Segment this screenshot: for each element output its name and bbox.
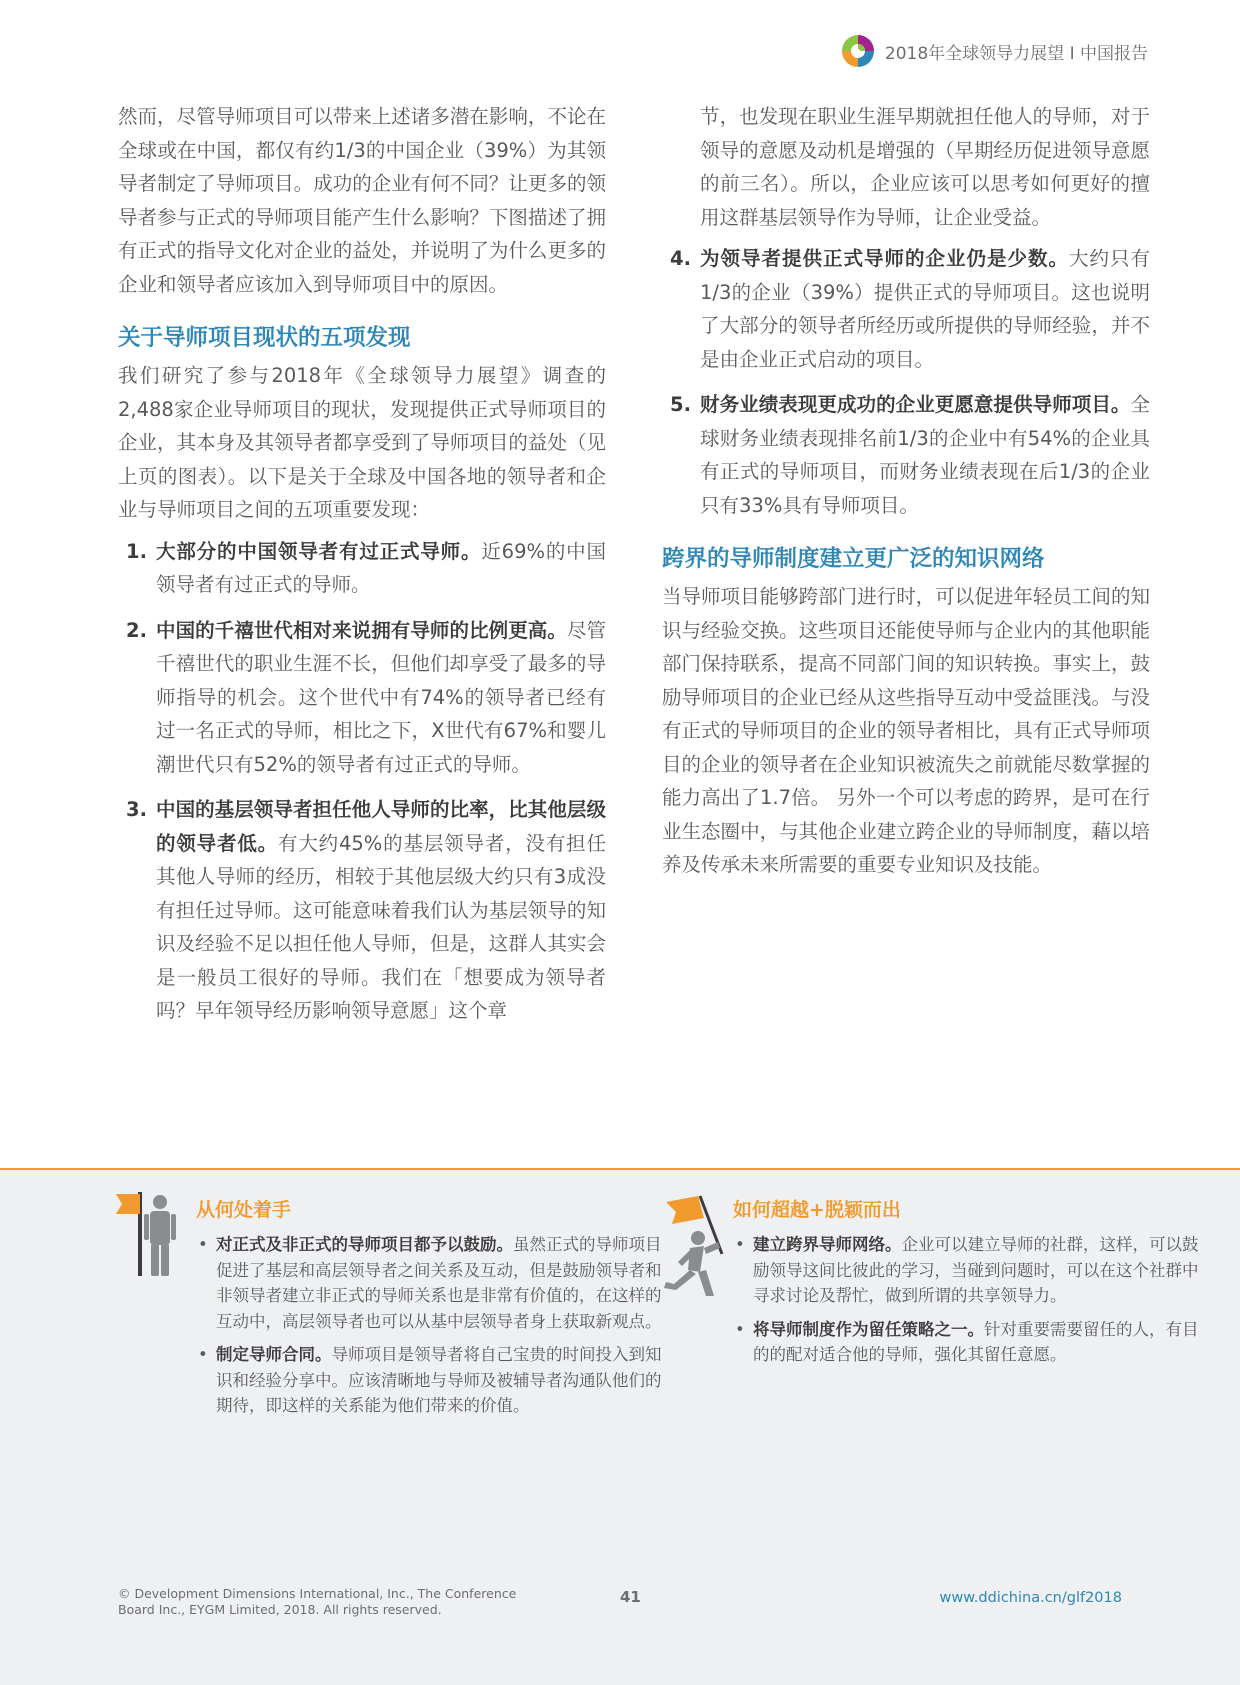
finding-text: 有大约45%的基层领导者，没有担任其他人导师的经历，相较于其他层级大约只有3成没有担任过导师。这可能意味着我们认为基层领导的知识及经验不足以担任他人导师，但是，这群人其实会是一般员工很好的导师。我们在「想要成为领导者吗？早年领导经历影响领导意愿」这个章: [156, 831, 606, 1022]
box-title: 从何处着手: [196, 1199, 292, 1221]
report-title: 2018年全球领导力展望 I 中国报告: [884, 43, 1148, 64]
findings-list-left: [118, 535, 606, 1028]
tip-item: [196, 1342, 666, 1419]
finding-lead: 中国的千禧世代相对来说拥有导师的比例更高。: [156, 618, 567, 642]
finding-item: [118, 793, 606, 1028]
glf-logo-icon: [841, 34, 875, 68]
finding-lead: 为领导者提供正式导师的企业仍是少数。: [700, 247, 1069, 270]
tip-item: [196, 1232, 666, 1334]
finding-text: 大约只有1/3的企业（39%）提供正式的导师项目。这也说明了大部分的领导者所经历或所提供的导师经验，并不是由企业正式启动的项目。: [700, 247, 1150, 371]
tip-text: 导师项目是领导者将自己宝贵的时间投入到知识和经验分享中。应该清晰地与导师及被辅导者沟通队他们的期待，即这样的关系能为他们带来的价值。: [216, 1345, 662, 1415]
tip-lead: 建立跨界导师网络。: [753, 1235, 902, 1254]
section-intro-paragraph: 我们研究了参与2018年《全球领导力展望》调查的2,488家企业导师项目的现状，发现提供正式导师项目的企业，其本身及其领导者都享受到了导师项目的益处（见上页的图表）。以下是关于全球及中国各地的领导者和企业与导师项目之间的五项重要发现：: [118, 364, 606, 521]
finding-number: 2.: [126, 618, 147, 642]
website-link[interactable]: www.ddichina.cn/glf2018: [939, 1590, 1122, 1606]
tip-text: 针对重要需要留任的人，有目的的配对适合他的导师，强化其留任意愿。: [753, 1319, 1199, 1364]
tip-lead: 制定导师合同。: [216, 1345, 332, 1364]
finding-item: [662, 242, 1150, 376]
finding-text: 近69%的中国领导者有过正式的导师。: [156, 539, 606, 596]
finding-number: 1.: [126, 539, 147, 563]
intro-paragraph: 然而，尽管导师项目可以带来上述诸多潜在影响，不论在全球或在中国，都仅有约1/3的中国企业（39%）为其领导者制定了导师项目。成功的企业有何不同？让更多的领导者参与正式的导师项目能产生什么影响？下图描述了拥有正式的指导文化对企业的益处，并说明了为什么更多的企业和领导者应该加入到导师项目中的原因。: [118, 105, 606, 296]
tips-list: [196, 1232, 666, 1419]
copyright-notice: © Development Dimensions International, Inc., The Conference Board Inc., EYGM Limited, 2018. All rights reserved.: [118, 1586, 517, 1617]
standing-person-flag-icon: [112, 1192, 182, 1282]
cross-boundary-paragraph: 当导师项目能够跨部门进行时，可以促进年轻员工间的知识与经验交换。这些项目还能使导师与企业内的其他职能部门保持联系，提高不同部门间的知识转换。事实上，鼓励导师项目的企业已经从这些指导互动中受益匪浅。与没有正式的导师项目的企业的领导者相比，具有正式导师项目的企业的领导者在企业知识被流失之前就能尽数掌握的能力高出了1.7倍。 另外一个可以考虑的跨界，是可在行业生态圈中，与其他企业建立跨企业的导师制度，藉以培养及传承未来所需要的重要专业知识及技能。: [662, 585, 1150, 876]
box-title: 如何超越+脱颖而出: [733, 1199, 901, 1221]
left-column: [118, 100, 606, 1040]
go-beyond-box: [733, 1196, 1203, 1376]
finding-item: [118, 614, 606, 782]
tip-item: [733, 1317, 1203, 1368]
finding-lead: 中国的基层领导者担任他人导师的比率，比其他层级的领导者低。: [156, 798, 606, 855]
right-column: [662, 100, 1150, 882]
tip-text: 企业可以建立导师的社群，这样，可以鼓励领导这间比彼此的学习，当碰到问题时，可以在这个社群中寻求讨论及帮忙，做到所谓的共享领导力。: [753, 1235, 1199, 1305]
finding-text: 尽管千禧世代的职业生涯不长，但他们却享受了最多的导师指导的机会。这个世代中有74%的领导者已经有过一名正式的导师，相比之下，X世代有67%和婴儿潮世代只有52%的领导者有过正式的导师。: [156, 618, 606, 776]
page-header: [841, 34, 1148, 68]
finding-lead: 大部分的中国领导者有过正式导师。: [156, 539, 482, 563]
page-number: 41: [620, 1588, 641, 1606]
tip-lead: 将导师制度作为留任策略之一。: [753, 1319, 984, 1339]
finding-item: [118, 535, 606, 602]
finding-number: 4.: [670, 247, 691, 270]
finding-item: [662, 388, 1150, 522]
finding-lead: 财务业绩表现更成功的企业更愿意提供导师项目。: [700, 393, 1131, 416]
tip-text: 虽然正式的导师项目促进了基层和高层领导者之间关系及互动，但是鼓励领导者和非领导者建立非正式的导师关系也是非常有价值的，在这样的互动中，高层领导者也可以从基中层领导者身上获取新观点。: [216, 1235, 662, 1331]
where-to-start-box: [196, 1196, 666, 1427]
running-person-flag-icon: [660, 1192, 740, 1306]
finding-text: 全球财务业绩表现排名前1/3的企业中有54%的企业具有正式的导师项目，而财务业绩表现在后1/3的企业只有33%具有导师项目。: [700, 393, 1150, 517]
tip-lead: 对正式及非正式的导师项目都予以鼓励。: [216, 1235, 513, 1254]
section-heading-cross-boundary: 跨界的导师制度建立更广泛的知识网络: [662, 546, 1045, 572]
tips-list: [733, 1232, 1203, 1368]
findings-list-right: [662, 242, 1150, 522]
finding-3-continuation: 节，也发现在职业生涯早期就担任他人的导师，对于领导的意愿及动机是增强的（早期经历促进领导意愿的前三名）。所以，企业应该可以思考如何更好的擅用这群基层领导作为导师，让企业受益。: [700, 105, 1150, 229]
section-heading-five-findings: 关于导师项目现状的五项发现: [118, 325, 411, 351]
tip-item: [733, 1232, 1203, 1309]
finding-number: 5.: [670, 393, 691, 416]
finding-number: 3.: [126, 798, 147, 821]
